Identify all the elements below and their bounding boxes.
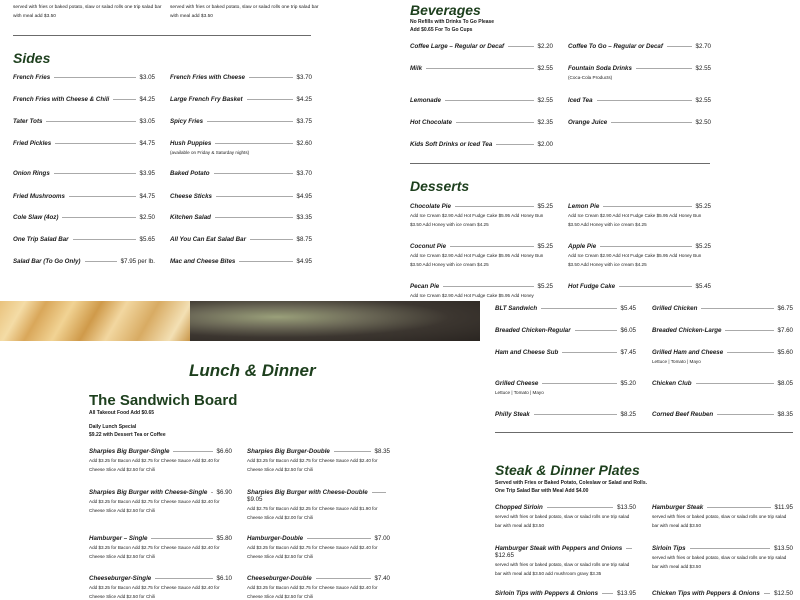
menu-item-price: $5.25 xyxy=(537,203,553,210)
menu-item xyxy=(13,236,155,243)
menu-item xyxy=(13,214,155,221)
menu-item-price: $2.55 xyxy=(695,65,711,72)
menu-item-price: $6.90 xyxy=(216,489,232,496)
menu-item xyxy=(652,545,793,571)
menu-item xyxy=(13,258,155,265)
sandwich-board-title: The Sandwich Board xyxy=(89,392,238,409)
menu-item-name: French Fries with Cheese xyxy=(170,74,245,81)
leader-line xyxy=(701,305,773,309)
sandwich-photo xyxy=(190,301,480,341)
menu-item xyxy=(495,349,636,356)
menu-item-price: $13.95 xyxy=(617,590,636,597)
menu-item-price: $6.10 xyxy=(216,575,232,582)
menu-item xyxy=(568,243,711,269)
menu-item xyxy=(568,119,711,126)
menu-item-name: Chicken Tips with Peppers & Onions xyxy=(652,590,760,597)
menu-item-name: Cheeseburger-Double xyxy=(247,575,312,582)
leader-line xyxy=(215,214,293,218)
menu-item xyxy=(568,203,711,229)
menu-item-price: $5.45 xyxy=(620,305,636,312)
menu-item-name: Milk xyxy=(410,65,423,72)
beverages-sub2: Add $0.65 For To Go Cups xyxy=(410,27,473,33)
menu-item-name: Hamburger – Single xyxy=(89,535,148,542)
menu-item xyxy=(652,590,793,597)
menu-item xyxy=(652,349,793,367)
menu-item xyxy=(410,97,553,104)
menu-item-price: $8.05 xyxy=(777,380,793,387)
leader-line xyxy=(307,535,370,539)
divider xyxy=(410,163,710,164)
leader-line xyxy=(54,74,135,78)
menu-item-name: Hamburger Steak xyxy=(652,504,704,511)
leader-line xyxy=(69,193,136,197)
menu-item-name: Coffee Large – Regular or Decaf xyxy=(410,43,505,50)
menu-item-name: One Trip Salad Bar xyxy=(13,236,69,243)
menu-item xyxy=(170,118,312,125)
menu-item xyxy=(495,327,636,334)
menu-item-name: Spicy Fries xyxy=(170,118,204,125)
menu-item-name: French Fries xyxy=(13,74,51,81)
menu-item-name: Grilled Ham and Cheese xyxy=(652,349,724,356)
menu-item xyxy=(170,214,312,221)
menu-item-price: $4.75 xyxy=(139,140,155,147)
menu-item-price: $2.55 xyxy=(537,65,553,72)
menu-item-price: $5.45 xyxy=(695,283,711,290)
menu-item-name: Sirloin Tips xyxy=(652,545,686,552)
menu-item-name: Chopped Sirloin xyxy=(495,504,543,511)
menu-item-name: All You Can Eat Salad Bar xyxy=(170,236,246,243)
menu-item xyxy=(652,411,793,418)
menu-item-price: $6.60 xyxy=(216,448,232,455)
leader-line xyxy=(155,575,212,579)
leader-line xyxy=(542,380,616,384)
menu-item xyxy=(13,74,155,81)
menu-item-price: $3.05 xyxy=(139,74,155,81)
leader-line xyxy=(626,545,632,549)
leader-line xyxy=(636,65,692,69)
menu-item-name: Sharpies Big Burger-Single xyxy=(89,448,170,455)
menu-item-price: $5.80 xyxy=(216,535,232,542)
menu-item-price: $8.25 xyxy=(620,411,636,418)
menu-item-price: $9.05 xyxy=(247,496,263,503)
menu-item-price: $3.35 xyxy=(296,214,312,221)
menu-item xyxy=(568,43,711,50)
menu-item-price: $12.50 xyxy=(774,590,793,597)
menu-item-name: Tater Tots xyxy=(13,118,43,125)
menu-item-note: Add $3.25 for Bacon Add $2.75 for Cheese Sauce Add $2.40 for Cheese Slice Add $2.50 for Chili xyxy=(247,585,378,599)
menu-item-price: $7.40 xyxy=(374,575,390,582)
steak-sub2: One Trip Salad Bar with Meal Add $4.00 xyxy=(495,488,589,494)
menu-item-name: Cole Slaw (4oz) xyxy=(13,214,59,221)
leader-line xyxy=(250,236,293,240)
lunch-special: Daily Lunch Special xyxy=(89,424,137,430)
leader-line xyxy=(216,193,293,197)
menu-item-note: Add $3.25 for Bacon Add $2.75 for Cheese Sauce Add $2.40 for Cheese Slice Add $2.50 for Chili xyxy=(89,545,220,559)
menu-item-price: $7.45 xyxy=(620,349,636,356)
menu-item-price: $13.50 xyxy=(617,504,636,511)
leader-line xyxy=(508,43,533,47)
menu-item-price: $2.50 xyxy=(695,119,711,126)
menu-item xyxy=(13,96,155,103)
menu-item-name: Onion Rings xyxy=(13,170,50,177)
leader-line xyxy=(764,590,770,594)
menu-item-name: Orange Juice xyxy=(568,119,608,126)
leader-line xyxy=(316,575,371,579)
leader-line xyxy=(426,65,533,69)
menu-item-price: $4.25 xyxy=(139,96,155,103)
menu-item-name: Sharpies Big Burger with Cheese-Single xyxy=(89,489,208,496)
leader-line xyxy=(73,236,136,240)
menu-item-price: $2.55 xyxy=(537,97,553,104)
menu-item-name: Salad Bar (To Go Only) xyxy=(13,258,81,265)
menu-item xyxy=(410,141,553,148)
menu-item xyxy=(410,243,553,269)
menu-item-name: Large French Fry Basket xyxy=(170,96,243,103)
leader-line xyxy=(113,96,135,100)
menu-item-price: $5.65 xyxy=(139,236,155,243)
leader-line xyxy=(85,258,117,262)
menu-item-name: Cheeseburger-Single xyxy=(89,575,152,582)
menu-item-name: Sharpies Big Burger-Double xyxy=(247,448,330,455)
menu-item-price: $4.95 xyxy=(296,193,312,200)
menu-item xyxy=(89,448,232,474)
leader-line xyxy=(667,43,692,47)
beverages-title: Beverages xyxy=(410,2,481,18)
beverages-sub1: No Refills with Drinks To Go Please xyxy=(410,19,495,25)
menu-item xyxy=(652,504,793,530)
menu-item-name: Coconut Pie xyxy=(410,243,447,250)
menu-item-price: $8.75 xyxy=(296,236,312,243)
leader-line xyxy=(173,448,212,452)
menu-item-price: $6.05 xyxy=(620,327,636,334)
menu-item-note: served with fries or baked potato, slaw or salad rolls one trip salad bar with meal add $3.50 xyxy=(652,555,787,569)
leader-line xyxy=(707,504,770,508)
menu-item-price: $2.35 xyxy=(537,119,553,126)
menu-item-name: Baked Potato xyxy=(170,170,210,177)
menu-item xyxy=(247,575,390,600)
menu-item-price: $3.70 xyxy=(296,74,312,81)
menu-item xyxy=(495,411,636,418)
menu-item-note: Add Ice Cream $2.90 Add Hot Fudge Cake $5.95 Add Honey Bun $3.50 Add Honey with ice cream $4.25 xyxy=(568,253,702,267)
menu-item-note: (Coca-Cola Products) xyxy=(568,75,613,80)
menu-item xyxy=(170,74,312,81)
leader-line xyxy=(600,243,691,247)
menu-item-name: French Fries with Cheese & Chili xyxy=(13,96,110,103)
menu-item-price: $8.35 xyxy=(777,411,793,418)
leader-line xyxy=(54,170,136,174)
menu-item-name: Grilled Chicken xyxy=(652,305,698,312)
menu-item-price: $11.95 xyxy=(774,504,793,511)
leader-line xyxy=(211,489,212,493)
menu-item-price: $3.75 xyxy=(296,118,312,125)
leader-line xyxy=(575,327,617,331)
menu-item-price: $5.25 xyxy=(537,243,553,250)
menu-item-price: $5.25 xyxy=(537,283,553,290)
leader-line xyxy=(62,214,135,218)
menu-item-price: $3.70 xyxy=(296,170,312,177)
menu-item-name: Sharpies Big Burger with Cheese-Double xyxy=(247,489,368,496)
menu-item-name: Coffee To Go – Regular or Decaf xyxy=(568,43,663,50)
menu-item-name: Cheese Sticks xyxy=(170,193,212,200)
menu-item-price: $12.65 xyxy=(495,552,514,559)
menu-item xyxy=(652,380,793,387)
menu-item xyxy=(170,96,312,103)
menu-item-name: Sirloin Tips with Peppers & Onions xyxy=(495,590,599,597)
leader-line xyxy=(534,411,617,415)
menu-item-name: Hush Puppies xyxy=(170,140,212,147)
leader-line xyxy=(214,170,293,174)
menu-item-price: $2.60 xyxy=(296,140,312,147)
leader-line xyxy=(603,203,691,207)
menu-item-note: Add $3.25 for Bacon Add $2.75 for Cheese Sauce Add $2.40 for Cheese Slice Add $2.50 for Chili xyxy=(89,585,220,599)
menu-item xyxy=(495,380,636,398)
leader-line xyxy=(249,74,293,78)
steak-sub1: Served with Fries or Baked Potato, Coleslaw or Salad and Rolls. xyxy=(495,480,647,486)
menu-item xyxy=(13,170,155,177)
leader-line xyxy=(443,283,533,287)
menu-item xyxy=(13,193,155,200)
menu-item xyxy=(495,305,636,312)
menu-item-price: $5.25 xyxy=(695,243,711,250)
menu-item-price: $3.05 xyxy=(139,118,155,125)
menu-item xyxy=(13,118,155,125)
menu-item xyxy=(410,203,553,229)
leader-line xyxy=(611,119,691,123)
leader-line xyxy=(547,504,613,508)
menu-item-note: Add Ice Cream $2.90 Add Hot Fudge Cake $5.95 Add Honey xyxy=(410,293,534,298)
menu-item-note: Add $3.25 for Bacon Add $2.75 for Cheese Sauce Add $2.40 for Cheese Slice Add $2.50 for Chili xyxy=(89,458,220,472)
menu-item-price: $5.60 xyxy=(777,349,793,356)
menu-item-name: Chocolate Pie xyxy=(410,203,451,210)
menu-item-name: Grilled Cheese xyxy=(495,380,539,387)
menu-item xyxy=(410,65,553,72)
menu-item-name: BLT Sandwich xyxy=(495,305,538,312)
lunch-special-price: $9.22 with Dessert Tea or Coffee xyxy=(89,432,166,438)
menu-item xyxy=(495,590,636,597)
menu-item-price: $4.95 xyxy=(296,258,312,265)
menu-item-note: served with fries or baked potato, slaw or salad rolls one trip salad bar with meal add $3.50 xyxy=(495,514,630,528)
top-note-left: served with fries or baked potato, slaw or salad rolls one trip salad bar with meal add $3.50 xyxy=(13,5,162,20)
leader-line xyxy=(496,141,533,145)
menu-item-name: Ham and Cheese Sub xyxy=(495,349,559,356)
menu-item-price: $13.50 xyxy=(774,545,793,552)
menu-item xyxy=(410,43,553,50)
menu-item xyxy=(170,258,312,265)
menu-item-note: Add $3.25 for Bacon Add $2.75 for Cheese Sauce Add $2.40 for Cheese Slice Add $2.50 for Chili xyxy=(89,499,220,513)
menu-item-note: Add $3.25 for Bacon Add $2.75 for Cheese Sauce Add $2.40 for Cheese Slice Add $2.50 for Chili xyxy=(247,545,378,559)
leader-line xyxy=(151,535,212,539)
menu-item-note: (available on Friday & Saturday nights) xyxy=(170,150,250,155)
leader-line xyxy=(690,545,770,549)
menu-item-name: Philly Steak xyxy=(495,411,530,418)
leader-line xyxy=(541,305,616,309)
menu-item-price: $4.25 xyxy=(296,96,312,103)
top-note-right: served with fries or baked potato, slaw or salad rolls one trip salad bar with meal add $3.50 xyxy=(170,5,319,20)
leader-line xyxy=(247,96,293,100)
menu-item xyxy=(89,489,232,515)
leader-line xyxy=(456,119,534,123)
menu-item xyxy=(495,504,636,530)
menu-item-name: Hot Chocolate xyxy=(410,119,452,126)
leader-line xyxy=(450,243,533,247)
menu-item xyxy=(170,140,312,158)
takeout-note: All Takeout Food Add $0.65 xyxy=(89,410,155,416)
menu-item-name: Iced Tea xyxy=(568,97,593,104)
menu-item-note: Add Ice Cream $2.90 Add Hot Fudge Cake $5.95 Add Honey Bun $3.50 Add Honey with ice cream $4.25 xyxy=(568,213,702,227)
leader-line xyxy=(207,118,292,122)
steak-title: Steak & Dinner Plates xyxy=(495,462,640,478)
menu-item-note: served with fries or baked potato, slaw or salad rolls one trip salad bar with meal add $3.50 xyxy=(652,514,787,528)
menu-item xyxy=(13,140,155,147)
menu-item xyxy=(170,193,312,200)
menu-item-price: $3.95 xyxy=(139,170,155,177)
menu-item xyxy=(652,327,793,334)
leader-line xyxy=(597,97,692,101)
menu-item-name: Fountain Soda Drinks xyxy=(568,65,632,72)
leader-line xyxy=(55,140,135,144)
menu-item-price: $2.55 xyxy=(695,97,711,104)
menu-item-name: Kids Soft Drinks or Iced Tea xyxy=(410,141,493,148)
menu-item-note: served with fries or baked potato, slaw or salad rolls one trip salad bar with meal add $3.50 add mushroom gravy $3.35 xyxy=(495,562,630,576)
leader-line xyxy=(239,258,292,262)
menu-item-price: $8.35 xyxy=(374,448,390,455)
menu-item xyxy=(89,575,232,600)
menu-item-price: $5.20 xyxy=(620,380,636,387)
menu-item-price: $7.00 xyxy=(374,535,390,542)
menu-item-name: Hamburger Steak with Peppers and Onions xyxy=(495,545,623,552)
menu-item-name: Hamburger-Double xyxy=(247,535,304,542)
leader-line xyxy=(602,590,613,594)
menu-item-name: Lemonade xyxy=(410,97,441,104)
menu-item-price: $6.75 xyxy=(777,305,793,312)
menu-item-name: Fried Pickles xyxy=(13,140,52,147)
menu-item-note: Add Ice Cream $2.90 Add Hot Fudge Cake $5.95 Add Honey Bun $3.50 Add Honey with ice cream $4.25 xyxy=(410,253,544,267)
menu-item-note: Lettuce | Tomato | Mayo xyxy=(652,359,701,364)
menu-item-note: Add Ice Cream $2.90 Add Hot Fudge Cake $5.95 Add Honey Bun $3.50 Add Honey with ice cream $4.25 xyxy=(410,213,544,227)
menu-item-note: Add $2.75 for Bacon Add $2.25 for Cheese Sauce Add $1.90 for Cheese Slice Add $2.00 for Chili xyxy=(247,506,378,520)
menu-item-price: $2.20 xyxy=(537,43,553,50)
menu-item-price: $4.75 xyxy=(139,193,155,200)
menu-item-name: Hot Fudge Cake xyxy=(568,283,616,290)
menu-item-price: $7.95 per lb. xyxy=(120,258,155,265)
leader-line xyxy=(445,97,534,101)
menu-item-name: Breaded Chicken-Large xyxy=(652,327,722,334)
sides-title: Sides xyxy=(13,50,51,66)
menu-item xyxy=(568,283,711,290)
menu-item-price: $2.70 xyxy=(695,43,711,50)
leader-line xyxy=(455,203,534,207)
menu-item-price: $5.25 xyxy=(695,203,711,210)
menu-item-note: Lettuce | Tomato | Mayo xyxy=(495,390,544,395)
menu-item xyxy=(170,236,312,243)
menu-item xyxy=(495,545,636,578)
menu-item-name: Pecan Pie xyxy=(410,283,440,290)
divider xyxy=(13,35,311,36)
leader-line xyxy=(717,411,773,415)
leader-line xyxy=(727,349,773,353)
menu-item-name: Apple Pie xyxy=(568,243,597,250)
menu-item-name: Fried Mushrooms xyxy=(13,193,65,200)
menu-item xyxy=(89,535,232,561)
menu-item xyxy=(247,535,390,561)
menu-item-price: $2.00 xyxy=(537,141,553,148)
menu-item-name: Kitchen Salad xyxy=(170,214,211,221)
desserts-title: Desserts xyxy=(410,178,470,194)
menu-item xyxy=(410,283,553,301)
menu-item xyxy=(568,65,711,83)
leader-line xyxy=(215,140,292,144)
menu-item-price: $2.50 xyxy=(139,214,155,221)
leader-line xyxy=(696,380,774,384)
menu-item xyxy=(652,305,793,312)
menu-item xyxy=(247,489,390,522)
menu-item-name: Breaded Chicken-Regular xyxy=(495,327,571,334)
menu-item-name: Mac and Cheese Bites xyxy=(170,258,236,265)
lunch-title: Lunch & Dinner xyxy=(189,361,316,380)
leader-line xyxy=(46,118,135,122)
leader-line xyxy=(725,327,773,331)
leader-line xyxy=(372,489,386,493)
menu-item xyxy=(247,448,390,474)
menu-item xyxy=(568,97,711,104)
menu-item-name: Chicken Club xyxy=(652,380,692,387)
leader-line xyxy=(334,448,371,452)
menu-item-price: $7.60 xyxy=(777,327,793,334)
menu-item xyxy=(170,170,312,177)
menu-item-name: Corned Beef Reuben xyxy=(652,411,714,418)
leader-line xyxy=(562,349,616,353)
menu-item-note: Add $3.25 for Bacon Add $2.75 for Cheese Sauce Add $2.40 for Cheese Slice Add $2.50 for Chili xyxy=(247,458,378,472)
leader-line xyxy=(619,283,691,287)
fries-photo xyxy=(0,301,190,341)
menu-item-name: Lemon Pie xyxy=(568,203,600,210)
menu-item xyxy=(410,119,553,126)
divider xyxy=(495,432,793,433)
